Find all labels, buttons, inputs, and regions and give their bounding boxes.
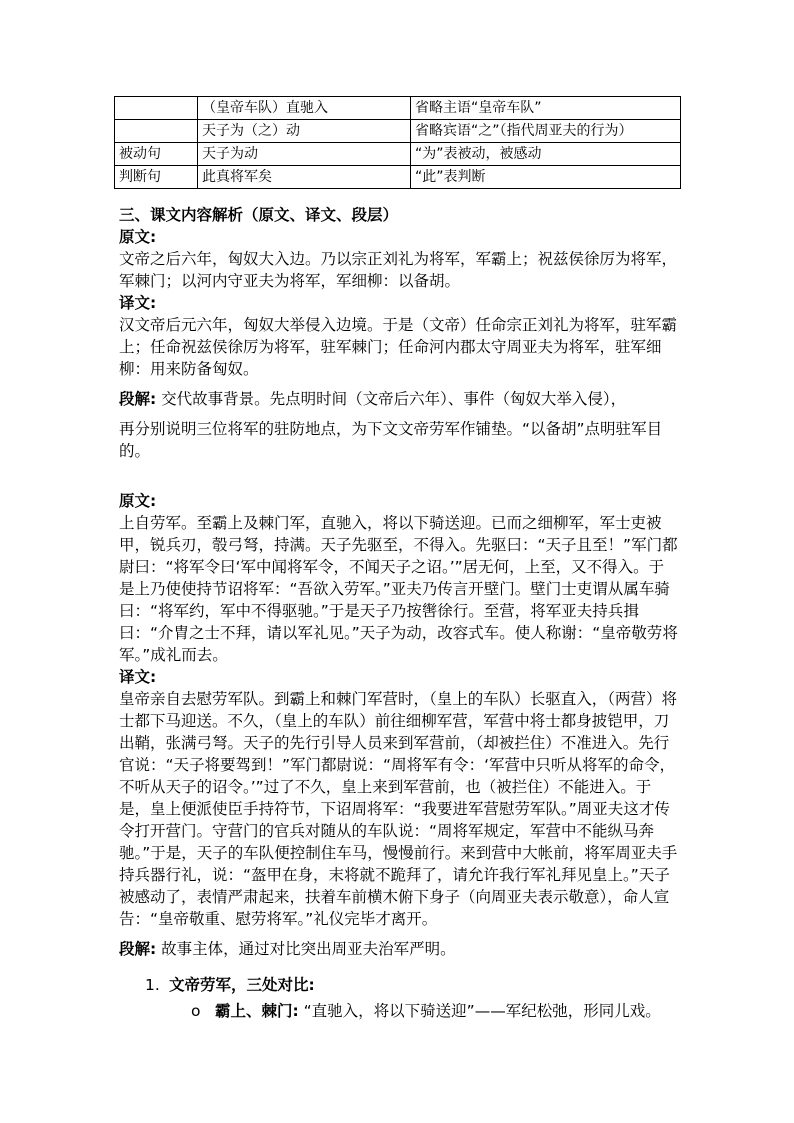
table-row <box>115 166 681 189</box>
table-cell-explanation: 省略宾语“之”（指代周亚夫的行为） <box>411 120 681 143</box>
main-content <box>119 204 679 1022</box>
sub-item-text: “直驰入，将以下骑送迎”——军纪松弛，形同儿戏。 <box>298 1002 661 1020</box>
analysis-paragraph <box>119 938 679 960</box>
analysis-text: 交代故事背景。先点明时间（文帝后六年）、事件（匈奴大举入侵）， <box>156 390 627 408</box>
table-cell-example: 天子为动 <box>198 143 411 166</box>
original-text: 文帝之后六年，匈奴大入边。乃以宗正刘礼为将军，军霸上；祝兹侯徐厉为将军，军棘门；以河内守亚夫为将军，军细柳：以备胡。 <box>119 250 678 290</box>
table-cell-type: 被动句 <box>115 143 198 166</box>
table-cell-type <box>115 120 198 143</box>
table-row <box>115 143 681 166</box>
translation-label: 译文: <box>119 294 157 312</box>
table-row <box>115 97 681 120</box>
grammar-table <box>114 96 681 189</box>
table-cell-example: 天子为（之）动 <box>198 120 411 143</box>
sub-item-title: 霸上、棘门: <box>215 1002 299 1020</box>
table-cell-type: 判断句 <box>115 166 198 189</box>
table-row <box>115 120 681 143</box>
analysis-paragraph <box>119 388 679 410</box>
table-cell-example: （皇帝车队）直驰入 <box>198 97 411 120</box>
table-cell-explanation: “为”表被动，被感动 <box>411 143 681 166</box>
section-heading: 三、课文内容解析（原文、译文、段层） <box>119 206 399 224</box>
original-label: 原文: <box>119 228 157 246</box>
table-cell-explanation: “此”表判断 <box>411 166 681 189</box>
analysis-text: 故事主体，通过对比突出周亚夫治军严明。 <box>156 940 456 958</box>
table-cell-explanation: 省略主语“皇帝车队” <box>411 97 681 120</box>
bullet-icon: o <box>191 1002 201 1020</box>
table-cell-type <box>115 97 198 120</box>
table-cell-example: 此真将军矣 <box>198 166 411 189</box>
list-item <box>119 974 679 996</box>
analysis-text-continued: 再分别说明三位将军的驻防地点，为下文文帝劳军作铺垫。“以备胡”点明驻军目的。 <box>119 420 663 460</box>
analysis-label: 段解: <box>119 940 157 958</box>
translation-text: 皇帝亲自去慰劳军队。到霸上和棘门军营时，（皇上的车队）长驱直入，（两营）将士都下马迎送。不久，（皇上的车队）前往细柳军营，军营中将士都身披铠甲，刀出鞘，张满弓弩。天子的先行引导人员来到军营前，（却被拦住）不准进入。先行官说：“天子将要驾到！”军门都尉说：“周将军有令：‘军营中只听从将军的命令，不听从天子的诏令。’”过了不久，皇上来到军营前，也（被拦住）不能进入。于是，皇上便派使臣手持符节，下诏周将军：“我要进军营慰劳军队。”周亚夫这才传令打开营门。守营门的官兵对随从的车队说：“周将军规定，军营中不能纵马奔驰。”于是，天子的车队便控制住车马，慢慢前行。来到营中大帐前，将军周亚夫手持兵器行礼，说：“盔甲在身，末将就不跪拜了，请允许我行军礼拜见皇上。”天子被感动了，表情严肃起来，扶着车前横木俯下身子（向周亚夫表示敬意），命人宣告：“皇帝敬重、慰劳将军。”礼仪完毕才离开。 <box>119 690 678 928</box>
translation-text: 汉文帝后元六年，匈奴大举侵入边境。于是（文帝）任命宗正刘礼为将军，驻军霸上；任命祝兹侯徐厉为将军，驻军棘门；任命河内郡太守周亚夫为将军，驻军细柳：用来防备匈奴。 <box>119 316 678 378</box>
analysis-label: 段解: <box>119 390 157 408</box>
translation-label: 译文: <box>119 668 157 686</box>
original-label: 原文: <box>119 492 157 510</box>
list-number: 1. <box>145 976 160 994</box>
sub-list-item <box>119 1000 679 1022</box>
original-text: 上自劳军。至霸上及棘门军，直驰入，将以下骑送迎。已而之细柳军，军士吏被甲，锐兵刃，彀弓弩，持满。天子先驱至，不得入。先驱曰：“天子且至！”军门都尉曰：“将军令曰‘军中闻将军令，不闻天子之诏。’”居无何，上至，又不得入。于是上乃使使持节诏将军：“吾欲入劳军。”亚夫乃传言开壁门。壁门士吏谓从属车骑曰：“将军约，军中不得驱驰。”于是天子乃按辔徐行。至营，将军亚夫持兵揖曰：“介胄之士不拜，请以军礼见。”天子为动，改容式车。使人称谢：“皇帝敬劳将军。”成礼而去。 <box>119 514 678 664</box>
numbered-list <box>119 974 679 1022</box>
list-item-title: 文帝劳军，三处对比: <box>169 976 315 994</box>
